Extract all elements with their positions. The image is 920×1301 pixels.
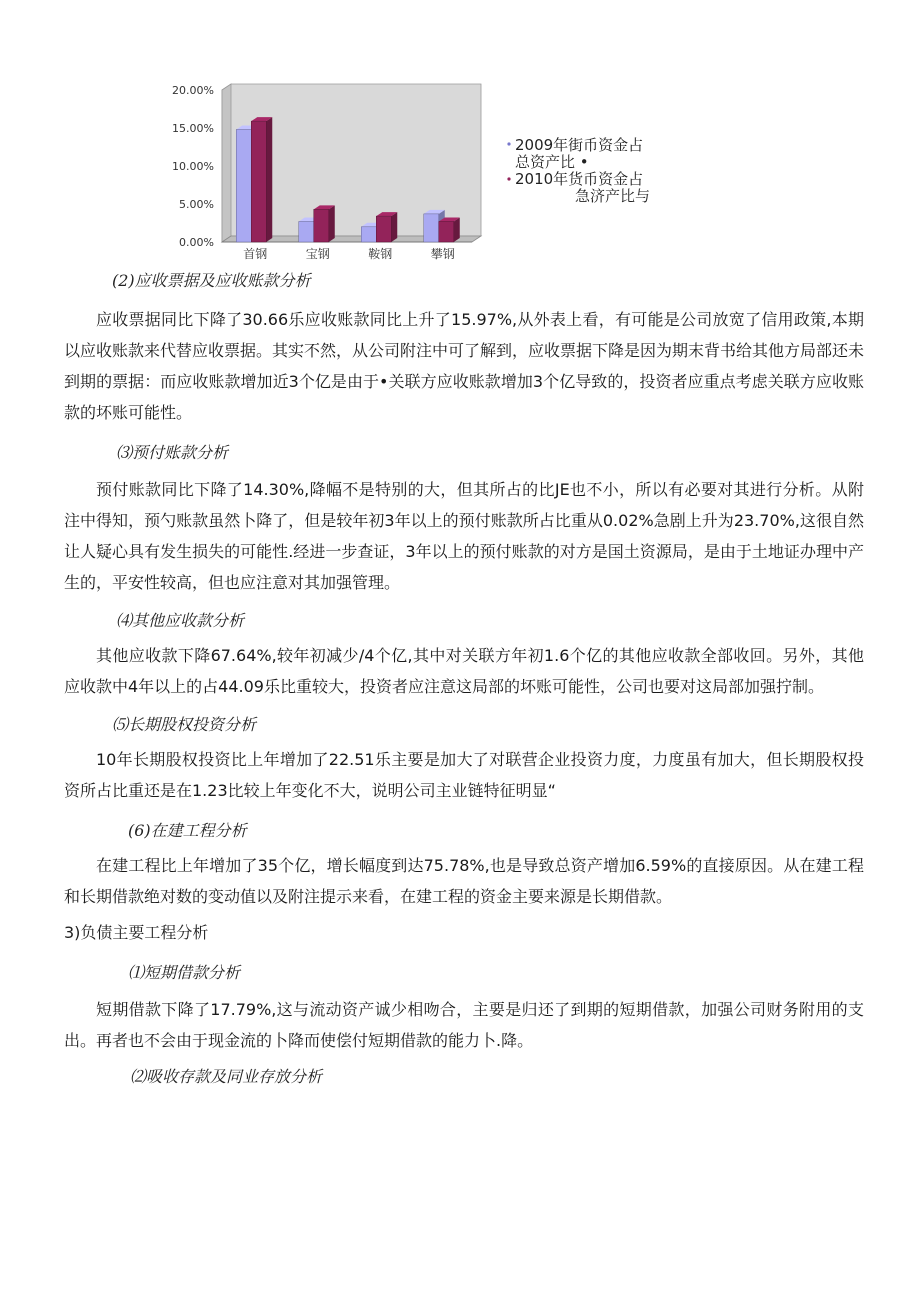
bar [424,214,439,242]
bar-side [329,205,335,242]
bar [314,209,329,242]
bar [376,216,391,242]
y-tick-label: 20.00% [172,84,214,97]
bar-side [266,117,272,242]
legend-label-2010-line2: 急济产比与 [575,187,651,205]
paragraph-short-term-loans: 短期借款下降了17.79%,这与流动资产诚少相吻合，主要是归还了到期的短期借款，加强公司财务附用的支出。再者也不会由于现金流的卜降而使偿付短期借款的能力卜.降。 [64,1000,864,1050]
section-heading-prepaid: ⑶预付账款分析 [116,443,229,462]
bar [251,121,266,242]
paragraph-prepaid: 预付账款同比下降了14.30%,降幅不是特别的大，但其所占的比JE也不小，所以有必要对其进行分析。从附注中得知，预勺账款虽然卜降了，但是较年初3年以上的预付账款所占比重从0.02%急剧上升为23.70%,这很自然让人疑心具有发生损失的可能性.经进一步查证，3年以上的预付账款的对方是国土资源局，是由于土地证办理中产生的，平安性较高，但也应注意对其加强管理。 [64,480,864,592]
section-heading-short-term-loans: ⑴短期借款分析 [128,963,241,982]
y-tick-label: 15.00% [172,122,214,135]
x-tick-label: 宝钢 [305,247,330,261]
document-body [64,266,864,1088]
bar-side [454,217,460,242]
bar [299,221,314,242]
bar-chart [160,80,680,265]
bar [439,221,454,242]
paragraph-receivables: 应收票据同比下降了30.66乐应收账款同比上升了15.97%,从外表上看，有可能是公司放宽了信用政策,本期以应收账款来代替应收票据。其实不然，从公司附注中可了解到，应收票据下降是因为期末背书给其他方局部还未到期的票据：而应收账款增加近3个亿是由于•关联方应收账款增加3个亿导致的，投资者应重点考虑关联方应收账款的坏账可能性。 [64,310,865,422]
bar [236,130,251,242]
section-heading-construction: (6)在建工程分析 [128,821,247,840]
y-tick-label: 0.00% [179,236,214,249]
section-heading-receivables: (2)应收票据及应收账款分析 [112,271,311,290]
y-tick-label: 5.00% [179,198,214,211]
paragraph-equity-investment: 10年长期股权投资比上年增加了22.51乐主要是加大了对联营企业投资力度，力度虽有加大，但长期股权投资所占比重还是在1.23比较上年变化不大，说明公司主业链特征明显“ [64,750,864,800]
x-tick-label: 鞍钢 [368,247,393,261]
legend-label-2010-line1: 2010年货币资金占 [515,170,644,188]
section-heading-deposits: ⑵吸收存款及同业存放分析 [130,1067,323,1086]
chart-side-wall [222,84,231,242]
section-heading-liabilities: 3)负债主要工程分析 [64,923,209,942]
legend-marker-2009 [507,142,510,145]
bar-side [391,212,397,242]
x-tick-label: 攀钢 [430,247,455,261]
x-tick-label: 首钢 [243,247,268,261]
legend-marker-2010 [507,177,510,180]
section-heading-other-receivables: ⑷其他应收款分析 [116,611,245,630]
paragraph-other-receivables: 其他应收款下降67.64%,较年初减少/4个亿,其中对关联方年初1.6个亿的其他应收款全部收回。另外，其他应收款中4年以上的占44.09乐比重较大，投资者应注意这局部的坏账可能性，公司也要对这局部加强拧制。 [64,646,864,696]
section-heading-equity-investment: ⑸长期股权投资分析 [112,715,257,734]
legend-label-2009-line1: 2009年街币资金占 [515,136,644,154]
legend-label-2009-line2: 总资产比 • [515,153,589,171]
paragraph-construction: 在建工程比上年增加了35个亿，增长幅度到达75.78%,也是导致总资产增加6.59%的直接原因。从在建工程和长期借款绝对数的变动值以及附注提示来看，在建工程的资金主要来源是长期借款。 [64,856,864,906]
chart-legend [507,136,650,205]
y-tick-label: 10.00% [172,160,214,173]
bar [361,227,376,242]
